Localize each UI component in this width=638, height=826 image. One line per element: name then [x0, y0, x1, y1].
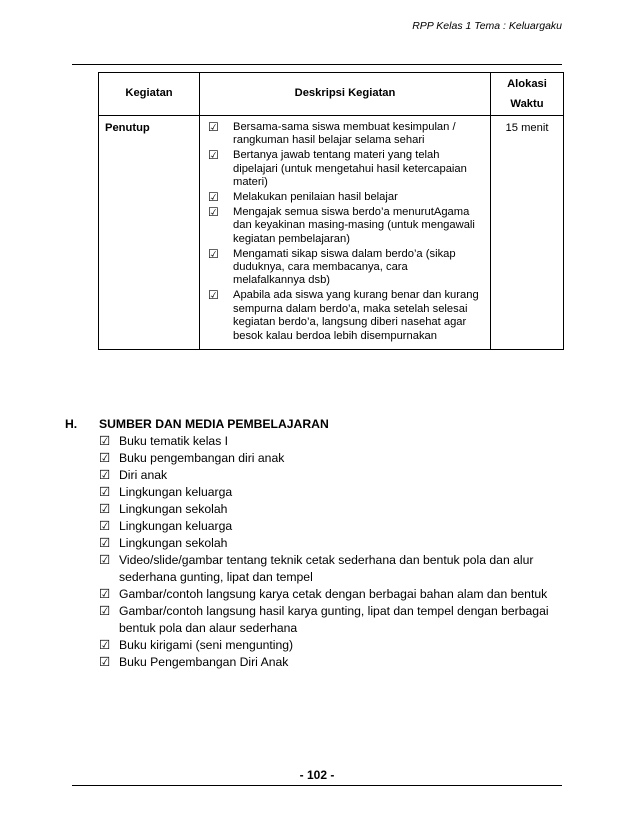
- checked-box-icon: ☑: [99, 502, 111, 516]
- list-item-text: Lingkungan sekolah: [119, 502, 228, 516]
- deskripsi-cell: [200, 116, 491, 350]
- list-item-text: Gambar/contoh langsung karya cetak dengan berbagai bahan alam dan bentuk: [119, 587, 548, 601]
- footer-divider: [72, 785, 562, 786]
- header-alokasi-line2: Waktu: [510, 98, 544, 110]
- list-item-text: Mengamati sikap siswa dalam berdo’a (sikap duduknya, cara membacanya, cara melafalkannya dsb): [233, 247, 456, 287]
- section-sumber-media: [65, 416, 565, 671]
- list-item: [99, 501, 565, 518]
- checked-box-icon: ☑: [99, 638, 111, 652]
- checked-box-icon: ☑: [99, 434, 111, 448]
- list-item: [99, 586, 565, 603]
- list-item: [99, 518, 565, 535]
- list-item: [208, 149, 482, 189]
- kegiatan-cell: Penutup: [99, 116, 200, 350]
- checked-box-icon: ☑: [208, 148, 219, 163]
- alokasi-cell: 15 menit: [491, 116, 564, 350]
- checked-box-icon: ☑: [208, 246, 219, 261]
- list-item: [99, 467, 565, 484]
- list-item: [99, 484, 565, 501]
- list-item: [99, 654, 565, 671]
- list-item: [208, 191, 482, 204]
- checked-box-icon: ☑: [99, 485, 111, 499]
- running-header: RPP Kelas 1 Tema : Keluargaku: [412, 20, 562, 32]
- list-item: [208, 121, 482, 148]
- list-item-text: Gambar/contoh langsung hasil karya gunting, lipat dan tempel dengan berbagai bentuk pola dan alaur sederhana: [119, 604, 549, 635]
- page-number: - 102 -: [299, 768, 335, 782]
- checked-box-icon: ☑: [99, 553, 111, 567]
- list-item: [99, 603, 565, 637]
- checked-box-icon: ☑: [99, 536, 111, 550]
- header-kegiatan: Kegiatan: [99, 73, 200, 116]
- checked-box-icon: ☑: [99, 519, 111, 533]
- checked-box-icon: ☑: [208, 120, 219, 134]
- checked-box-icon: ☑: [99, 587, 111, 601]
- header-alokasi: [491, 73, 564, 116]
- resource-list: [65, 433, 565, 671]
- checked-box-icon: ☑: [208, 204, 219, 219]
- checked-box-icon: ☑: [208, 288, 219, 303]
- list-item-text: Lingkungan keluarga: [119, 519, 233, 533]
- checked-box-icon: ☑: [99, 451, 111, 465]
- list-item: [99, 535, 565, 552]
- list-item: [208, 248, 482, 288]
- list-item: [208, 206, 482, 246]
- list-item-text: Bersama-sama siswa membuat kesimpulan / rangkuman hasil belajar selama sehari: [233, 121, 456, 147]
- section-number: H.: [65, 417, 78, 431]
- list-item: [99, 450, 565, 467]
- section-title: SUMBER DAN MEDIA PEMBELAJARAN: [99, 417, 329, 431]
- list-item-text: Buku kirigami (seni mengunting): [119, 638, 294, 652]
- list-item-text: Buku tematik kelas I: [119, 434, 229, 448]
- list-item-text: Melakukan penilaian hasil belajar: [233, 191, 398, 204]
- list-item-text: Video/slide/gambar tentang teknik cetak sederhana dan bentuk pola dan alur sederhana gunting, lipat dan tempel: [119, 553, 534, 584]
- list-item-text: Buku pengembangan diri anak: [119, 451, 285, 465]
- list-item: [208, 289, 482, 343]
- list-item-text: Apabila ada siswa yang kurang benar dan kurang sempurna dalam berdo’a, maka setelah selesai kegiatan berdo’a, langsung diberi nasehat agar besok kalau berdoa lebih disempurnakan: [233, 289, 479, 342]
- table-header-row: [99, 73, 564, 116]
- checked-box-icon: ☑: [99, 655, 111, 669]
- checked-box-icon: ☑: [208, 190, 219, 205]
- checked-box-icon: ☑: [99, 604, 111, 618]
- list-item-text: Diri anak: [119, 468, 168, 482]
- activity-checklist: [208, 121, 482, 343]
- list-item: [99, 433, 565, 450]
- list-item-text: Lingkungan sekolah: [119, 536, 228, 550]
- list-item: [99, 552, 565, 586]
- list-item-text: Buku Pengembangan Diri Anak: [119, 655, 289, 669]
- header-deskripsi: Deskripsi Kegiatan: [200, 73, 491, 116]
- header-alokasi-line1: Alokasi: [507, 78, 547, 90]
- table-row: [99, 116, 564, 350]
- list-item-text: Mengajak semua siswa berdo’a menurutAgama dan keyakinan masing-masing (untuk mengawali kegiatan pembelajaran): [233, 205, 475, 245]
- list-item: [99, 637, 565, 654]
- header-divider: [72, 64, 562, 65]
- list-item-text: Lingkungan keluarga: [119, 485, 233, 499]
- list-item-text: Bertanya jawab tentang materi yang telah dipelajari (untuk mengetahui hasil ketercapaian materi): [233, 149, 467, 189]
- checked-box-icon: ☑: [99, 468, 111, 482]
- activity-table: [98, 72, 564, 350]
- section-heading: [65, 416, 565, 433]
